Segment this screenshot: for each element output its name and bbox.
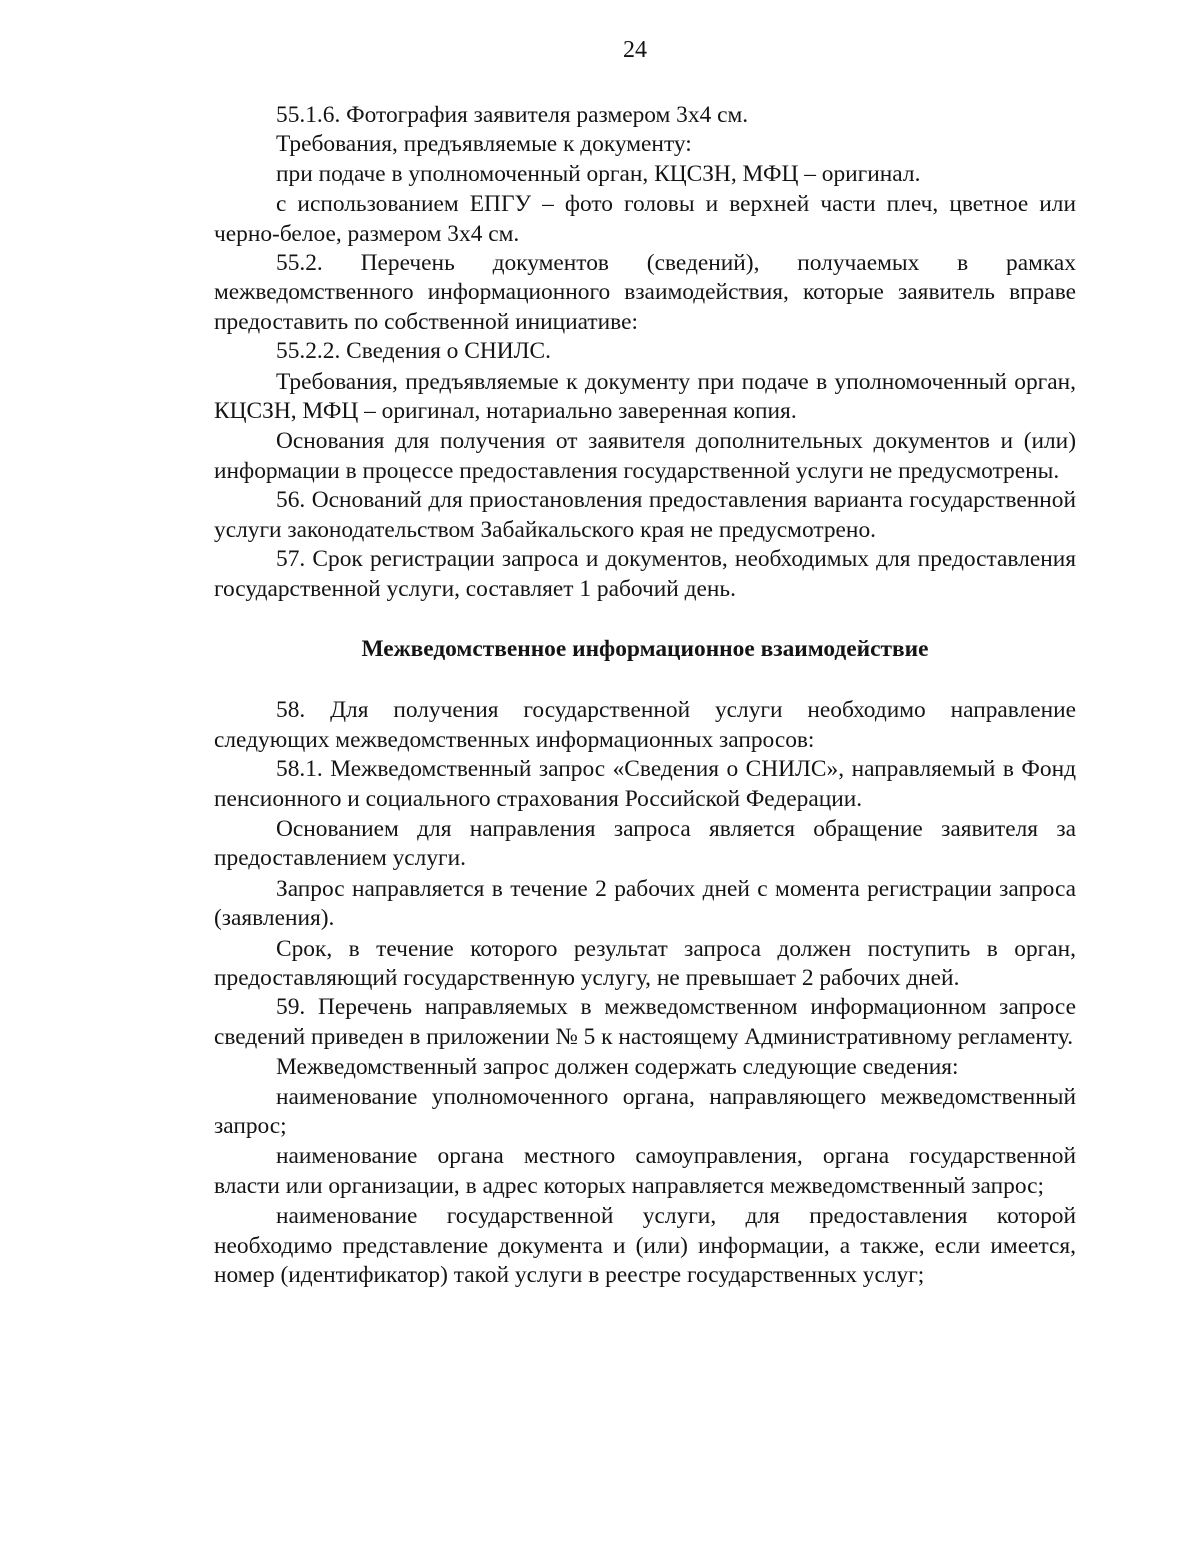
paragraph-request-contents: Межведомственный запрос должен содержать следующие сведения:: [276, 1054, 959, 1081]
paragraph-56: 56. Оснований для приостановления предоставления варианта государственной услуги законодательством Забайкальского края не предусмотрено.: [214, 487, 1076, 543]
paragraph-58: 58. Для получения государственной услуги необходимо направление следующих межведомственных информационных запросов:: [214, 697, 1076, 753]
paragraph-request-timing: Запрос направляется в течение 2 рабочих дней с момента регистрации запроса (заявления).: [214, 875, 1076, 932]
paragraph-55-2: 55.2. Перечень документов (сведений), получаемых в рамках межведомственного информационного взаимодействия, которые заявитель вправе предоставить по собственной инициативе:: [214, 250, 1076, 335]
document-body: [214, 101, 1076, 1290]
paragraph-55-1-6: 55.1.6. Фотография заявителя размером 3х4 см.: [276, 102, 749, 128]
paragraph-result-deadline: Срок, в течение которого результат запроса должен поступить в орган, предоставляющий государственную услугу, не превышает 2 рабочих дней.: [214, 935, 1076, 991]
paragraph-additional-docs: Основания для получения от заявителя дополнительных документов и (или) информации в процессе предоставления государственной услуги не предусмотрены.: [214, 428, 1076, 484]
page-number: 24: [623, 37, 647, 63]
section-heading: Межведомственное информационное взаимодействие: [361, 635, 929, 662]
paragraph-57: 57. Срок регистрации запроса и документов, необходимых для предоставления государственной услуги, составляет 1 рабочий день.: [214, 546, 1076, 602]
paragraph-epgu-photo: с использованием ЕПГУ – фото головы и верхней части плеч, цветное или черно-белое, размером 3х4 см.: [214, 191, 1076, 247]
paragraph-request-basis: Основанием для направления запроса является обращение заявителя за предоставлением услуги.: [214, 815, 1076, 872]
paragraph-58-1: 58.1. Межведомственный запрос «Сведения о СНИЛС», направляемый в Фонд пенсионного и социального страхования Российской Федерации.: [214, 756, 1076, 812]
paragraph-59: 59. Перечень направляемых в межведомственном информационном запросе сведений приведен в приложении № 5 к настоящему Административному регламенту.: [214, 994, 1076, 1050]
list-item-service-name: наименование государственной услуги, для предоставления которой необходимо представление документа и (или) информации, а также, если имеется, номер (идентификатор) такой услуги в реестре государственных услуг;: [214, 1203, 1076, 1289]
paragraph-snils-requirements: Требования, предъявляемые к документу при подаче в уполномоченный орган, КЦСЗН, МФЦ – оригинал, нотариально заверенная копия.: [214, 368, 1076, 425]
list-item-authorized-body: наименование уполномоченного органа, направляющего межведомственный запрос;: [214, 1083, 1076, 1139]
paragraph-55-2-2: 55.2.2. Сведения о СНИЛС.: [276, 338, 551, 365]
list-item-recipient-body: наименование органа местного самоуправления, органа государственной власти или организации, в адрес которых направляется межведомственный запрос;: [214, 1143, 1076, 1199]
paragraph-requirements-intro: Требования, предъявляемые к документу:: [276, 131, 692, 158]
paragraph-original-submission: при подаче в уполномоченный орган, КЦСЗН, МФЦ – оригинал.: [276, 160, 921, 187]
